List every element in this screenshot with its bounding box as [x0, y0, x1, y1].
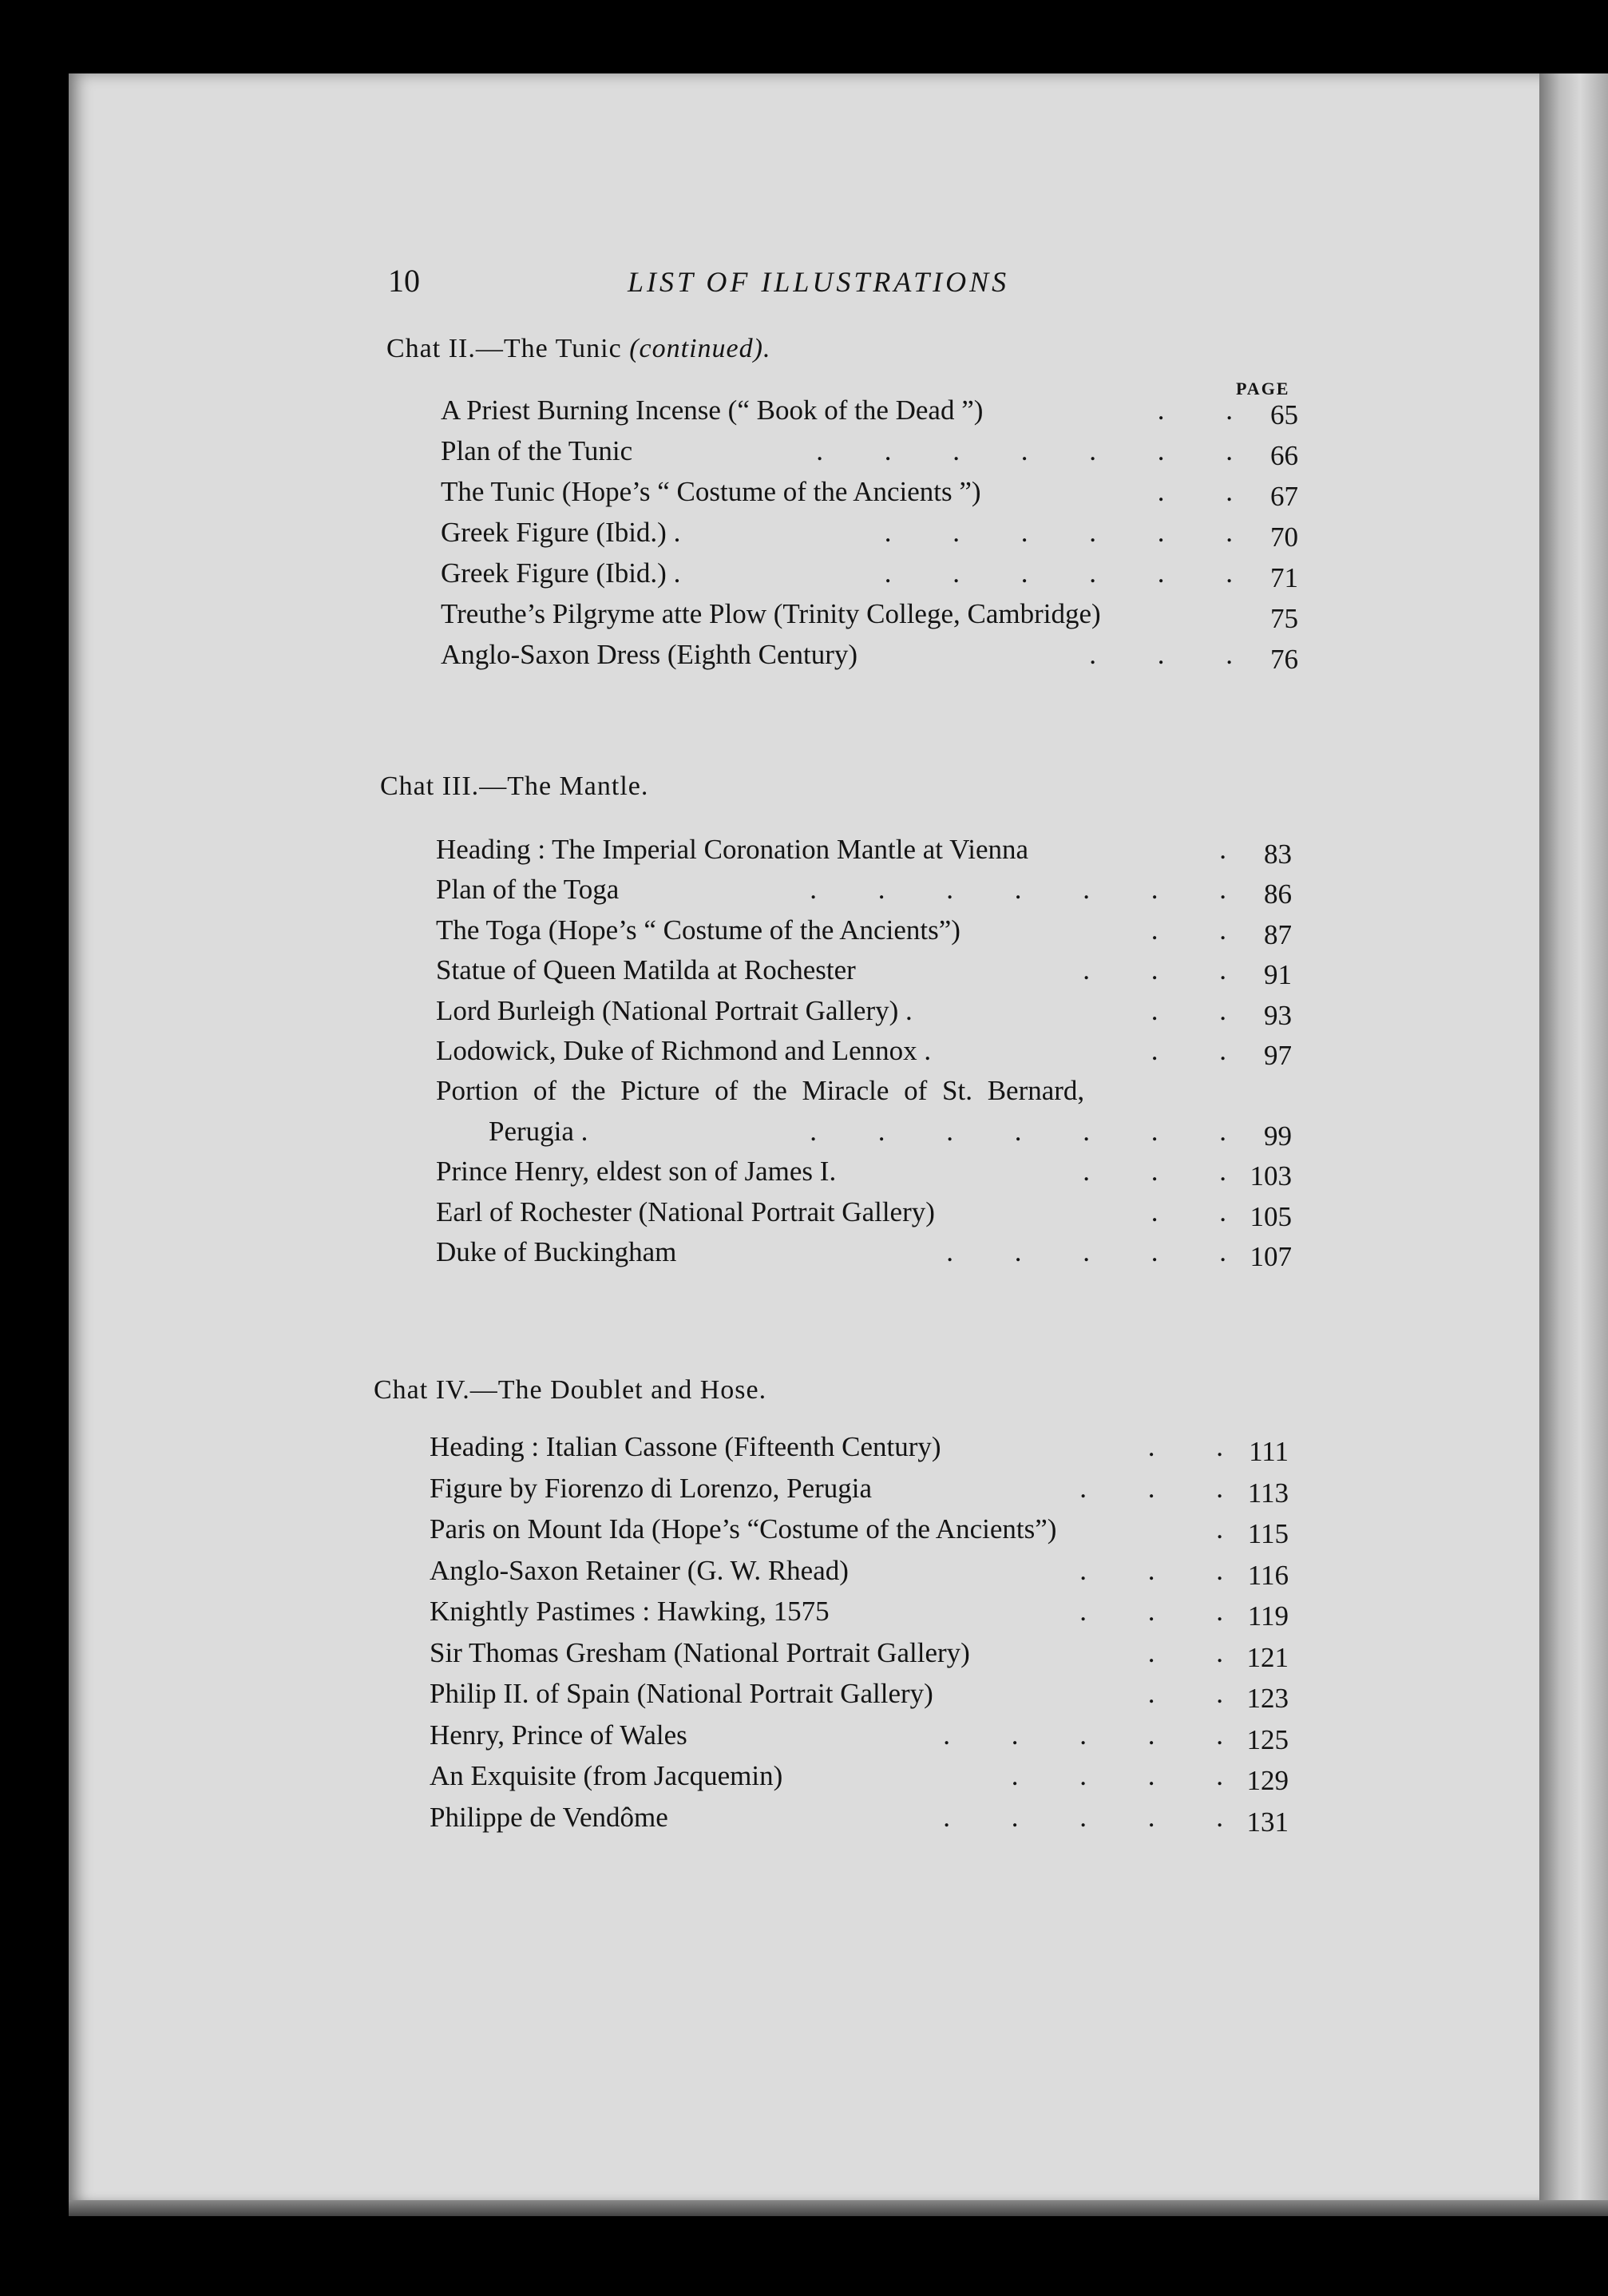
entry-page-number: 107 [1250, 1241, 1292, 1272]
entry-title: Lodowick, Duke of Richmond and Lennox . [436, 1035, 932, 1066]
entry-page-number: 99 [1264, 1120, 1292, 1152]
entry-page-number: 105 [1250, 1200, 1292, 1232]
dot-leader: . . . . . [943, 1801, 1223, 1833]
entry-title: Anglo-Saxon Dress (Eighth Century) [441, 639, 858, 670]
section-heading-chat: Chat IV. [374, 1375, 470, 1405]
entry-page-number: 66 [1270, 440, 1298, 471]
page-column-label: PAGE [1236, 379, 1290, 399]
dot-leader: . . . . . . . [810, 1115, 1226, 1147]
dot-leader: . . . . . . . [810, 874, 1226, 906]
illustration-entry [430, 1513, 1289, 1553]
entry-page-number: 93 [1264, 999, 1292, 1031]
book-bottom-edge [69, 2200, 1608, 2216]
dot-leader: . . [1157, 395, 1233, 426]
illustration-entry [430, 1760, 1289, 1800]
illustration-entry [441, 639, 1298, 679]
illustration-entry [430, 1719, 1289, 1759]
entry-title: Earl of Rochester (National Portrait Gallery) [436, 1196, 935, 1227]
dot-leader: . . . [1079, 1596, 1223, 1627]
illustration-entry [489, 1116, 1292, 1156]
entry-title: A Priest Burning Incense (“ Book of the Dead ”) [441, 395, 984, 426]
entry-title: Statue of Queen Matilda at Rochester [436, 954, 856, 986]
entry-title: Philippe de Vendôme [430, 1801, 668, 1833]
entry-title: Figure by Fiorenzo di Lorenzo, Perugia [430, 1472, 873, 1504]
entry-page-number: 97 [1264, 1040, 1292, 1071]
dot-leader: . . [1147, 1636, 1223, 1668]
dot-leader: . . [1151, 1035, 1226, 1066]
dot-leader: . . . . . . . [816, 435, 1233, 466]
illustration-entry [436, 995, 1292, 1035]
illustration-entry [436, 1035, 1292, 1075]
entry-title: Heading : The Imperial Coronation Mantle at Vienna [436, 834, 1029, 865]
dot-leader: . . . . . [946, 1236, 1226, 1267]
entry-title: Sir Thomas Gresham (National Portrait Gallery) [430, 1636, 970, 1668]
entry-page-number: 83 [1264, 839, 1292, 870]
entry-page-number: 125 [1246, 1723, 1289, 1755]
entry-title: The Toga (Hope’s “ Costume of the Ancients”) [436, 914, 960, 946]
entry-title: Duke of Buckingham [436, 1236, 677, 1267]
entry-title: Knightly Pastimes : Hawking, 1575 [430, 1596, 830, 1627]
entry-title: Prince Henry, eldest son of James I. [436, 1156, 837, 1188]
entry-page-number: 123 [1246, 1683, 1289, 1714]
dot-leader: . . . . . . [884, 517, 1233, 548]
dot-leader: . . . [1083, 1156, 1226, 1188]
entry-page-number: 131 [1246, 1806, 1289, 1838]
dot-leader: . [1219, 834, 1226, 865]
entry-title: Philip II. of Spain (National Portrait Gallery) [430, 1678, 933, 1709]
dot-leader: . . . [1079, 1472, 1223, 1504]
section-heading-note: (continued). [621, 334, 771, 363]
entry-page-number: 91 [1264, 959, 1292, 991]
entry-page-number: 111 [1249, 1436, 1289, 1467]
illustration-entry [430, 1637, 1289, 1677]
illustration-entry [436, 1156, 1292, 1196]
section-heading-chat: Chat II. [386, 334, 476, 363]
entry-title: Treuthe’s Pilgryme atte Plow (Trinity College, Cambridge) [441, 598, 1101, 629]
entry-page-number: 113 [1247, 1477, 1289, 1509]
dot-leader: . . [1151, 914, 1226, 946]
entry-page-number: 65 [1270, 399, 1298, 430]
illustration-entry [441, 557, 1298, 597]
dot-leader: . . . [1079, 1554, 1223, 1586]
dot-leader: . . . . [1011, 1760, 1223, 1791]
illustration-entry [430, 1431, 1289, 1471]
entry-title: Lord Burleigh (National Portrait Gallery) . [436, 994, 913, 1026]
entry-page-number: 115 [1247, 1518, 1289, 1549]
entry-title: Greek Figure (Ibid.) . [441, 517, 681, 548]
illustration-entry [436, 1075, 1292, 1115]
entry-title: Anglo-Saxon Retainer (G. W. Rhead) [430, 1554, 849, 1586]
section-heading-title: —The Tunic [475, 334, 622, 363]
entry-title: Greek Figure (Ibid.) . [441, 557, 681, 589]
illustration-entry [436, 874, 1292, 914]
dot-leader: . . . . . [943, 1719, 1223, 1751]
illustration-entry [436, 1196, 1292, 1236]
illustration-entry [436, 1236, 1292, 1276]
illustration-entry [436, 834, 1292, 874]
illustration-entry [441, 476, 1298, 516]
section-heading-title: —The Doublet and Hose. [469, 1375, 767, 1405]
entry-page-number: 87 [1264, 918, 1292, 950]
entry-page-number: 67 [1270, 481, 1298, 512]
entry-title: An Exquisite (from Jacquemin) [430, 1760, 783, 1791]
entry-page-number: 129 [1246, 1765, 1289, 1796]
illustration-entry [441, 598, 1298, 638]
entry-page-number: 116 [1247, 1559, 1289, 1591]
entry-title: Portion of the Picture of the Miracle of St. Bernard, [436, 1075, 1085, 1107]
entry-page-number: 103 [1250, 1160, 1292, 1192]
entry-page-number: 70 [1270, 521, 1298, 553]
illustration-entry [430, 1596, 1289, 1636]
dot-leader: . . [1147, 1431, 1223, 1462]
dot-leader: . . [1147, 1678, 1223, 1709]
entry-page-number: 121 [1246, 1641, 1289, 1673]
running-header [388, 262, 1290, 310]
dot-leader: . . [1157, 476, 1233, 507]
entry-page-number: 75 [1270, 603, 1298, 634]
dot-leader: . . . [1083, 954, 1226, 986]
entry-page-number: 76 [1270, 644, 1298, 675]
section-heading [386, 334, 770, 364]
illustration-entry [436, 914, 1292, 954]
entry-title: Paris on Mount Ida (Hope’s “Costume of the Ancients”) [430, 1513, 1057, 1545]
page-number: 10 [388, 263, 420, 299]
entry-title: Henry, Prince of Wales [430, 1719, 687, 1751]
entry-title: Plan of the Tunic [441, 435, 633, 466]
entry-page-number: 86 [1264, 878, 1292, 910]
section-heading [374, 1375, 766, 1406]
illustration-entry [436, 954, 1292, 994]
entry-title: Plan of the Toga [436, 874, 620, 906]
illustration-entry [441, 435, 1298, 475]
running-title: LIST OF ILLUSTRATIONS [628, 266, 1010, 298]
dot-leader: . . . [1089, 639, 1233, 670]
entry-page-number: 119 [1247, 1600, 1289, 1632]
illustration-entry [441, 395, 1298, 434]
dot-leader: . . . . . . [884, 557, 1233, 589]
illustration-entry [430, 1802, 1289, 1842]
section-heading-title: —The Mantle. [479, 771, 649, 801]
section-heading [380, 771, 648, 802]
section-heading-chat: Chat III. [380, 771, 480, 801]
illustration-entry [430, 1473, 1289, 1513]
illustration-entry [430, 1555, 1289, 1595]
entry-title: The Tunic (Hope’s “ Costume of the Ancients ”) [441, 476, 981, 507]
dot-leader: . . [1151, 994, 1226, 1026]
dot-leader: . [1216, 1513, 1223, 1545]
dot-leader: . . [1151, 1196, 1226, 1227]
entry-page-number: 71 [1270, 562, 1298, 593]
illustration-entry [430, 1678, 1289, 1718]
entry-title: Perugia . [489, 1115, 588, 1147]
page-edge [1539, 73, 1608, 2211]
entry-title: Heading : Italian Cassone (Fifteenth Century) [430, 1431, 941, 1462]
illustration-entry [441, 517, 1298, 557]
